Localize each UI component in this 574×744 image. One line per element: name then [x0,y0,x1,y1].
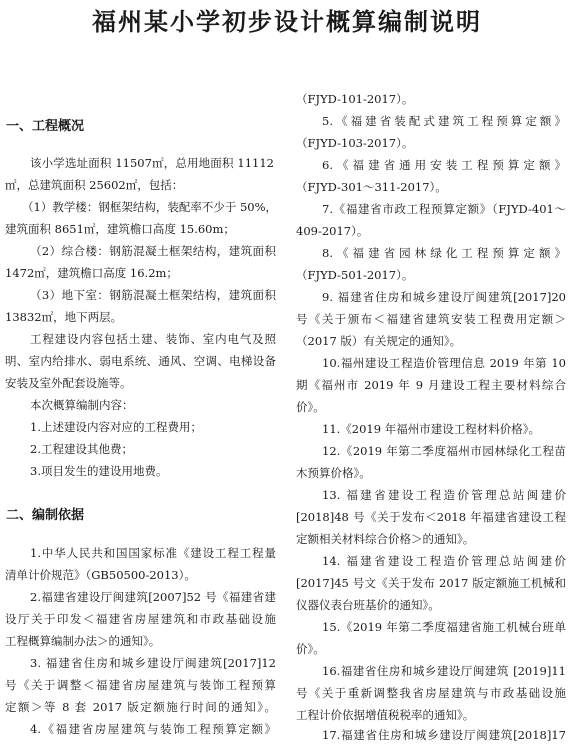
paragraph-line: （1）教学楼：钢框架结构，装配率不少于 50%， [22,200,278,214]
paragraph-line: ㎡，总建筑面积 25602㎡，包括： [5,178,184,192]
paragraph-line: 4.《福建省房屋建筑与装饰工程预算定额》 [30,722,276,736]
paragraph-line: （FJYD-101-2017）。 [296,92,414,106]
paragraph-line: 号《关于重新调整我省房屋建筑与市政基础设施 [296,686,566,700]
paragraph-line: 1.中华人民共和国国家标准《建设工程工程量 [30,546,276,560]
paragraph-line: 工程概算编制办法＞的通知》。 [5,634,161,648]
paragraph-line: 9. 福建省住房和城乡建设厅闽建筑[2017]20 [322,290,566,304]
paragraph-line: （FJYD-301～311-2017）。 [296,180,447,194]
page-title: 福州某小学初步设计概算编制说明 [92,8,482,36]
paragraph-line: 15.《2019 年第二季度福建省施工机械台班单 [322,620,566,634]
paragraph-line: 1.上述建设内容对应的工程费用； [30,420,202,434]
section-heading-basis: 二、编制依据 [6,508,85,523]
paragraph-line: 2.工程建设其他费； [30,442,133,456]
paragraph-line: 5.《福建省装配式建筑工程预算定额》 [322,114,566,128]
paragraph-line: 工程建设内容包括土建、装饰、室内电气及照 [30,332,276,346]
paragraph-line: 明、室内给排水、弱电系统、通风、空调、电梯设备 [5,354,276,368]
paragraph-line: 定额相关材料综合价格＞的通知》。 [296,532,475,546]
paragraph-line: 17.福建省住房和城乡建设厅闽建筑[2018]17 [322,728,566,742]
paragraph-line: 价》。 [296,642,325,656]
paragraph-line: 11.《2019 年福州市建设工程材料价格》。 [322,422,540,436]
paragraph-line: 409-2017）。 [296,224,369,238]
paragraph-line: 定额＞等 8 套 2017 版定额施行时间的通知》。 [5,700,276,714]
paragraph-line: 1472㎡，建筑檐口高度 16.2m； [5,266,178,280]
paragraph-line: 13. 福建省建设工程造价管理总站闽建价 [322,488,566,502]
paragraph-line: 3. 福建省住房和城乡建设厅闽建筑[2017]12 [30,656,276,670]
paragraph-line: 该小学选址面积 11507㎡，总用地面积 11112 [30,156,274,170]
paragraph-line: [2017]45 号文《关于发布 2017 版定额施工机械和 [296,576,566,590]
paragraph-line: 安装及室外配套设施等。 [5,376,132,390]
paragraph-line: 本次概算编制内容： [30,398,134,412]
paragraph-line: 16.福建省住房和城乡建设厅闽建筑 [2019]11 [322,664,566,678]
paragraph-line: 设厅关于印发＜福建省房屋建筑和市政基础设施 [5,612,276,626]
paragraph-line: 10.福州建设工程造价管理信息 2019 年第 10 [322,356,566,370]
paragraph-line: 木预算价格》。 [296,466,371,480]
paragraph-line: （2017 版）有关规定的通知》。 [296,334,462,348]
paragraph-line: 8.《福建省园林绿化工程预算定额》 [322,246,566,260]
paragraph-line: 仪器仪表台班基价的通知》。 [296,598,440,612]
paragraph-line: 工程计价依据增值税税率的通知》。 [296,708,475,722]
paragraph-line: 13832㎡，地下两层。 [5,310,123,324]
paragraph-line: （3）地下室：钢筋混凝土框架结构，建筑面积 [30,288,276,302]
paragraph-line: （FJYD-103-2017）。 [296,136,414,150]
paragraph-line: 3.项目发生的建设用地费。 [30,464,168,478]
paragraph-line: 期《福州市 2019 年 9 月建设工程主要材料综合 [296,378,566,392]
paragraph-line: （2）综合楼：钢筋混凝土框架结构，建筑面积 [30,244,276,258]
paragraph-line: [2018]48 号《关于发布＜2018 年福建省建设工程 [296,510,566,524]
paragraph-line: 14. 福建省建设工程造价管理总站闽建价 [322,554,566,568]
paragraph-line: 价》。 [296,400,325,414]
paragraph-line: 2.福建省建设厅闽建筑[2007]52 号《福建省建 [30,590,276,604]
section-heading-overview: 一、工程概况 [6,119,85,134]
paragraph-line: 号《关于颁布＜福建省建筑安装工程费用定额＞ [296,312,566,326]
paragraph-line: 12.《2019 年第二季度福州市园林绿化工程苗 [322,444,566,458]
paragraph-line: （FJYD-501-2017）。 [296,268,414,282]
paragraph-line: 号《关于调整＜福建省房屋建筑与装饰工程预算 [5,678,276,692]
paragraph-line: 建筑面积 8651㎡，建筑檐口高度 15.60m； [5,222,235,236]
paragraph-line: 清单计价规范》（GB50500-2013）。 [5,568,196,582]
paragraph-line: 7.《福建省市政工程预算定额》（FJYD-401～ [322,202,566,216]
paragraph-line: 6.《福建省通用安装工程预算定额》 [322,158,566,172]
